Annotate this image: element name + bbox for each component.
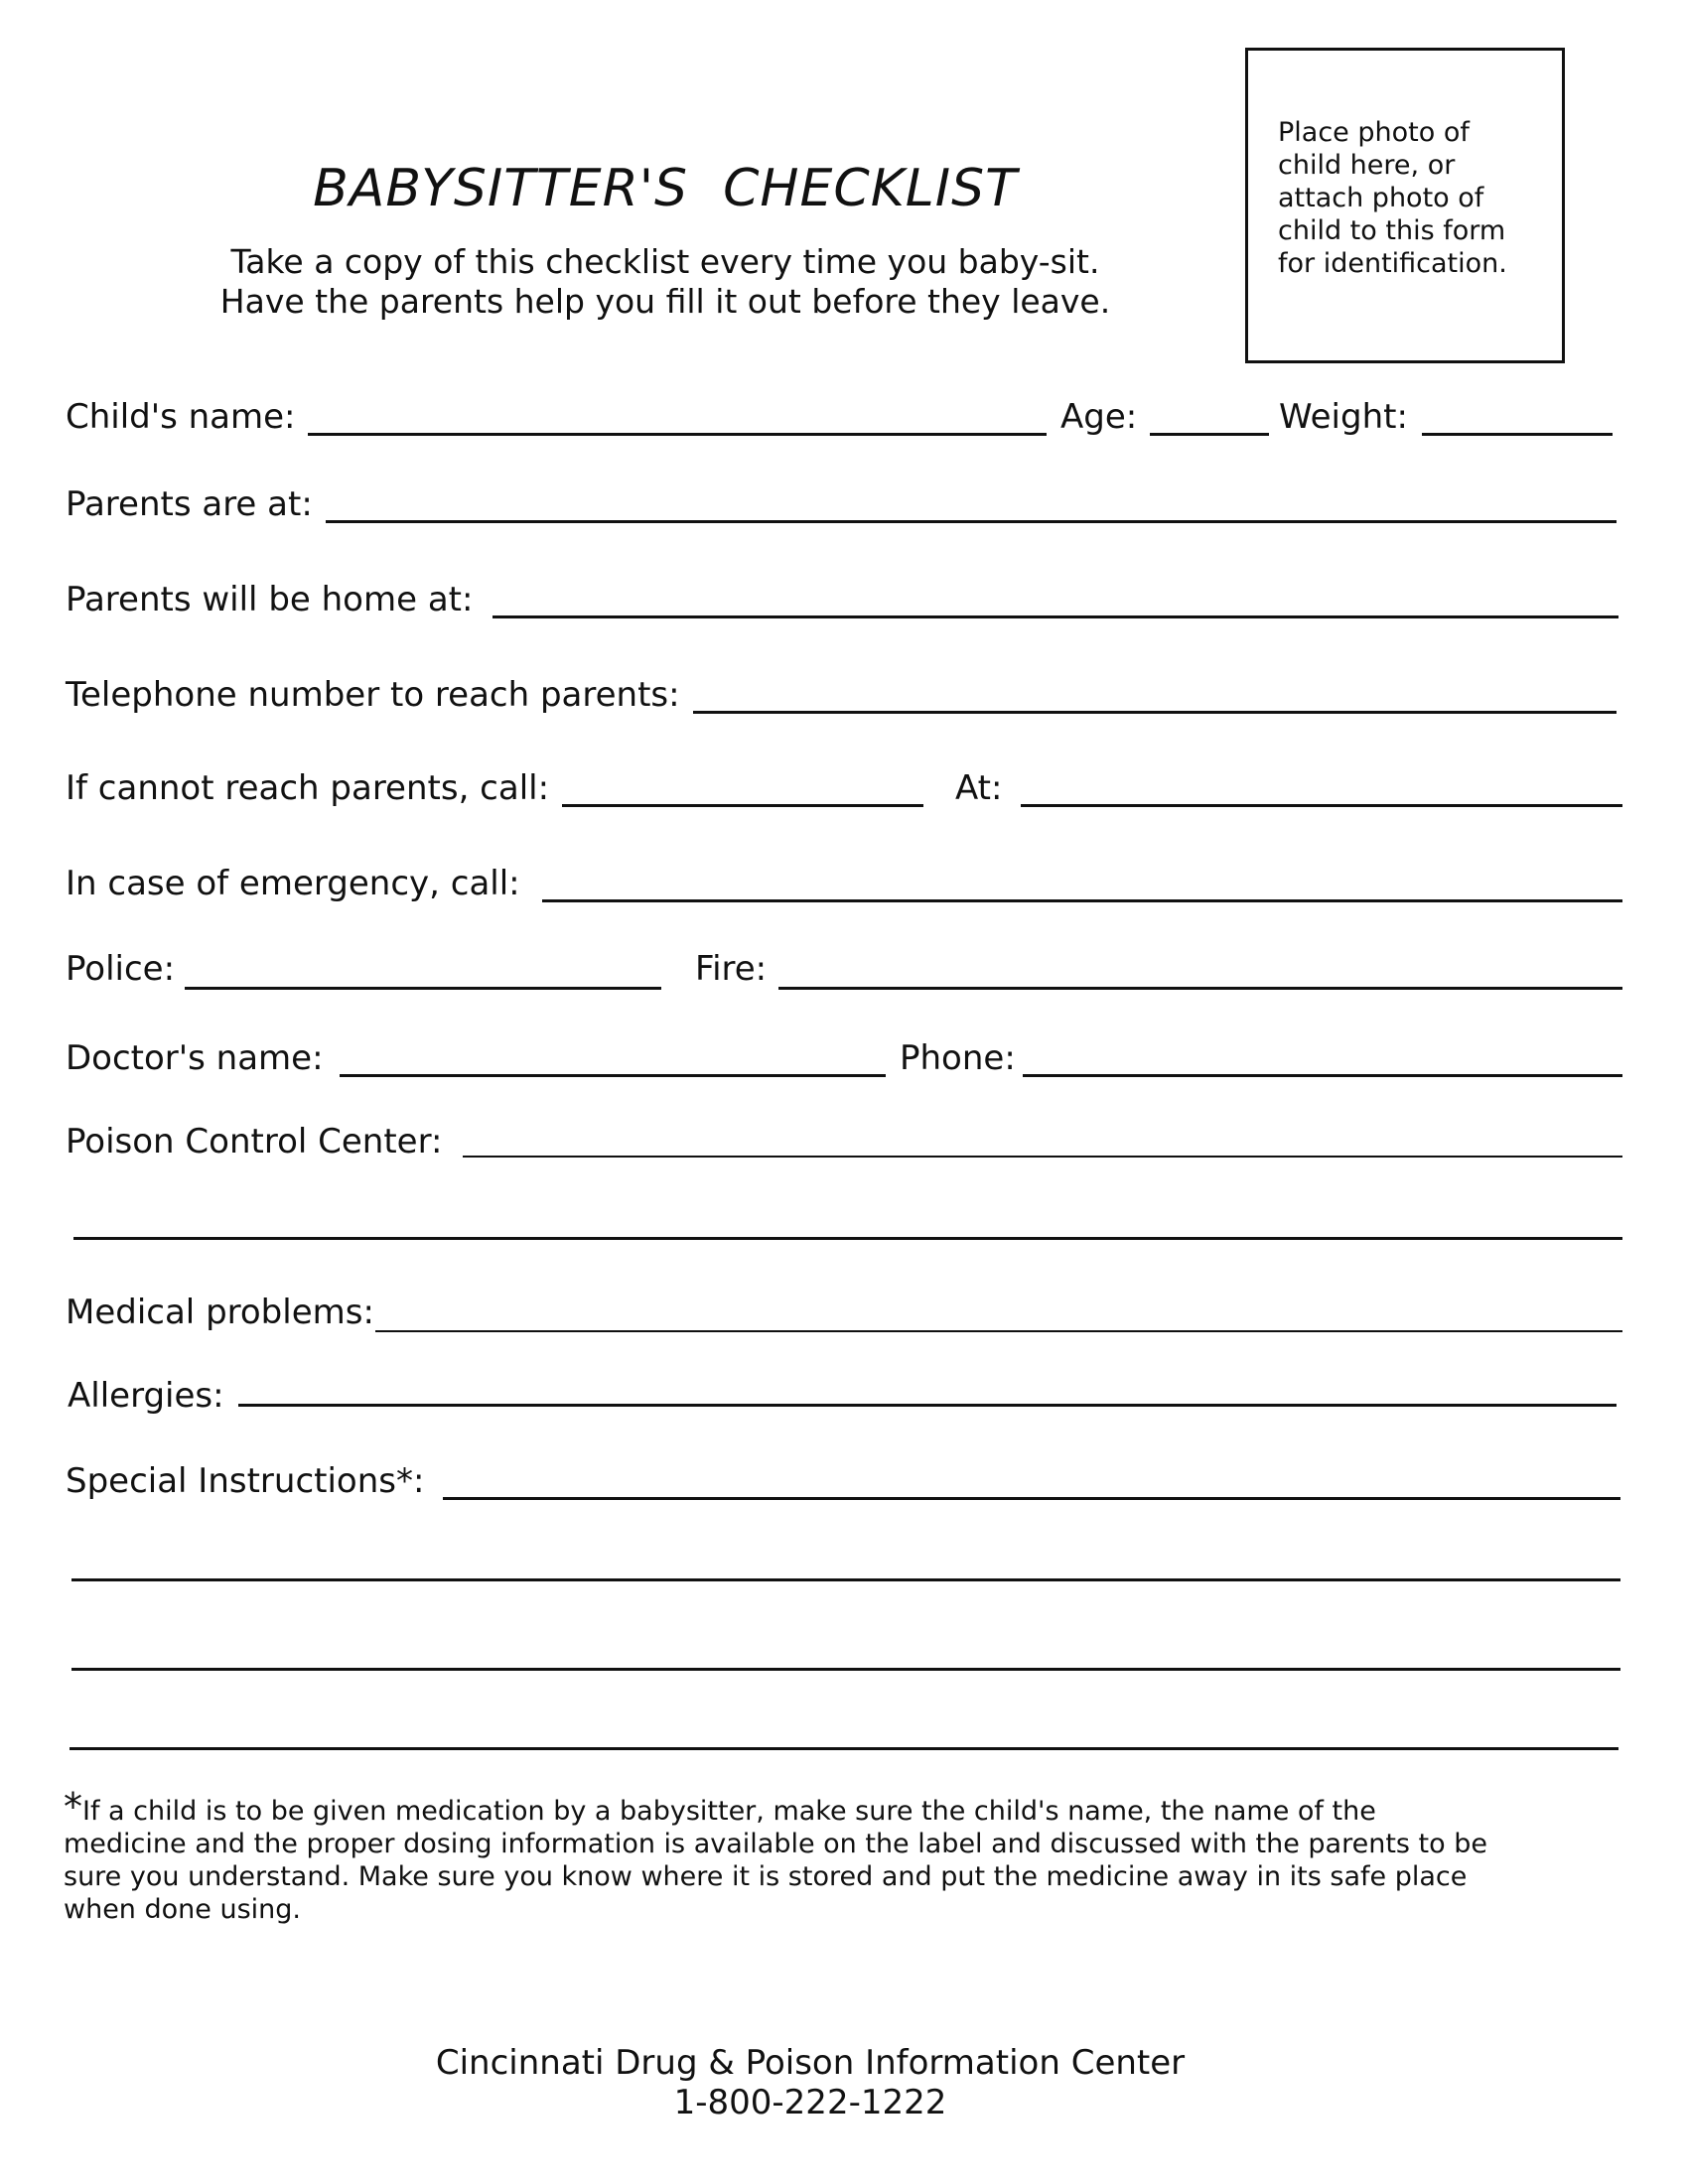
photo-instructions: Place photo of child here, or attach photo of child to this form for identification. — [1278, 117, 1507, 279]
footer-organization: Cincinnati Drug & Poison Information Center — [435, 2043, 1186, 2083]
poison-control-field[interactable] — [463, 1156, 1622, 1158]
photo-placeholder-box[interactable] — [1245, 48, 1565, 363]
medication-note — [64, 1785, 1493, 1926]
note-text: If a child is to be given medication by a babysitter, make sure the child's name, the name of the medicine and the proper dosing information is available on the label and discussed with the parents to be sure you understand. Make sure you know where it is stored and put the medicine away in its safe place when done using. — [64, 1796, 1487, 1925]
weight-field[interactable] — [1422, 433, 1613, 436]
parents-at-label: Parents are at: — [66, 484, 313, 524]
special-instructions-line-3[interactable] — [71, 1668, 1620, 1671]
at-label: At: — [955, 768, 1003, 808]
fire-field[interactable] — [778, 987, 1622, 990]
childs-name-field[interactable] — [308, 433, 1047, 436]
fire-label: Fire: — [695, 949, 768, 989]
police-label: Police: — [66, 949, 176, 989]
parents-home-field[interactable] — [492, 615, 1618, 618]
at-field[interactable] — [1021, 804, 1622, 807]
medical-problems-field[interactable] — [375, 1330, 1622, 1332]
poison-control-label: Poison Control Center: — [66, 1122, 443, 1161]
doctor-field[interactable] — [340, 1074, 886, 1077]
doctor-phone-field[interactable] — [1023, 1074, 1622, 1077]
footer-phone: 1-800-222-1222 — [673, 2083, 947, 2122]
subtitle-line-1: Take a copy of this checklist every time you baby-sit. — [230, 242, 1100, 281]
note-asterisk: * — [64, 1785, 82, 1829]
special-instructions-line-4[interactable] — [70, 1747, 1618, 1750]
subtitle-line-2: Have the parents help you fill it out before they leave. — [219, 282, 1111, 321]
special-instructions-label: Special Instructions*: — [66, 1461, 425, 1501]
weight-label: Weight: — [1279, 397, 1408, 437]
medical-problems-label: Medical problems: — [66, 1293, 374, 1332]
telephone-label: Telephone number to reach parents: — [66, 675, 680, 715]
age-label: Age: — [1060, 397, 1138, 437]
telephone-field[interactable] — [693, 711, 1617, 714]
special-instructions-field[interactable] — [443, 1497, 1620, 1500]
allergies-field[interactable] — [238, 1404, 1617, 1407]
childs-name-label: Child's name: — [66, 397, 296, 437]
emergency-field[interactable] — [542, 899, 1622, 902]
parents-home-label: Parents will be home at: — [66, 580, 474, 619]
poison-control-extra-line[interactable] — [73, 1237, 1622, 1240]
parents-at-field[interactable] — [326, 520, 1617, 523]
police-field[interactable] — [185, 987, 661, 990]
cannot-reach-field[interactable] — [562, 804, 923, 807]
page-title: BABYSITTER'S CHECKLIST — [313, 159, 1018, 218]
age-field[interactable] — [1150, 433, 1269, 436]
cannot-reach-label: If cannot reach parents, call: — [66, 768, 550, 808]
phone-label: Phone: — [900, 1038, 1016, 1078]
special-instructions-line-2[interactable] — [71, 1578, 1620, 1581]
doctor-label: Doctor's name: — [66, 1038, 324, 1078]
emergency-label: In case of emergency, call: — [66, 864, 520, 903]
allergies-label: Allergies: — [68, 1376, 224, 1416]
